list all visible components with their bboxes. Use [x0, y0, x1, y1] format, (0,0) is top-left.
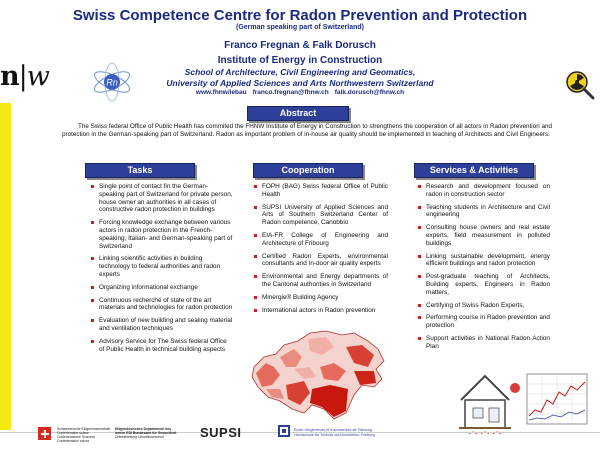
list-item: Forcing knowledge exchange between various actors in radon protection in the French-speaking, Italian- and German-speaking part of Switzerland [90, 219, 233, 250]
contact-line [0, 89, 600, 96]
cooperation-list [253, 183, 388, 319]
federal-line: Schweizerische Eidgenossenschaft [57, 427, 111, 431]
list-item: Continuous recherché of state of the art materials and technologies for radon protection [90, 297, 233, 313]
list-item: Research and development focused on radon in construction sector [417, 183, 550, 199]
list-item: Environmental and Energy departments of the Cantonal authorities in Switzerland [253, 273, 388, 289]
list-item: Single point of contact fin the German-speaking part of Switzerland for private person, house owner an authorities in all cases of constructive radon protection in buildings [90, 183, 233, 214]
school-line-2: University of Applied Sciences and Arts Northwestern Switzerland [166, 78, 434, 88]
list-item: Support activities in National Radon Action Plan [417, 335, 550, 351]
list-item: FOPH (BAG) Swiss federal Office of Public Health [253, 183, 388, 199]
swiss-flag-icon [38, 427, 51, 440]
dept-line: Innern EDI Bundesamt für Gesundheit [115, 431, 177, 435]
email-link-1[interactable]: franco.fregnan@fhnw.ch [252, 89, 329, 96]
poster-subtitle: (German speaking part of Switzerland) [236, 24, 364, 31]
list-item: Consulting house owners and real estate experts, field measurement in polluted buildings [417, 224, 550, 247]
tasks-heading: Tasks [85, 163, 195, 178]
fribourg-line: Ecole d'ingénieurs et d'architectes de Fribourg [294, 428, 372, 432]
tasks-list [90, 183, 233, 358]
list-item: Advisory Service for The Swiss federal Office of Public Health in technical building aspects [90, 338, 233, 354]
list-item: Certifying of Swiss Radon Experts, [417, 302, 550, 310]
cooperation-heading: Cooperation [253, 163, 363, 178]
institute-name: Institute of Energy in Construction [217, 55, 383, 66]
accent-band [0, 103, 11, 430]
fribourg-line: Hochschule für Technik und Architektur Freiburg [294, 432, 375, 437]
list-item: Evaluation of new building and sealing material and ventilation techniques [90, 317, 233, 333]
list-item: Linking sustainable development, energy efficient buildings and radon protection [417, 253, 550, 269]
email-link-2[interactable]: falk.dorusch@fhnw.ch [334, 89, 405, 96]
list-item: Minergie® Building Agency [253, 294, 388, 302]
school-line-1: School of Architecture, Civil Engineering and Geomatics, [184, 67, 416, 77]
rn-label: Rn [106, 77, 118, 88]
federal-line: Confederazione Svizzera [57, 435, 95, 439]
poster-title: Swiss Competence Centre for Radon Prevention and Protection [72, 7, 528, 24]
authors: Franco Fregnan & Falk Dorusch [224, 40, 376, 51]
department-text [115, 427, 187, 439]
list-item: International actors in Radon prevention [253, 307, 388, 315]
switzerland-radon-map [250, 327, 388, 424]
list-item: Performing course in Radon prevention and protection [417, 314, 550, 330]
list-item: Linking scientific activities in building technology to federal authorities and radon experts [90, 255, 233, 278]
list-item: Teaching students in Architecture and Civil engineering [417, 204, 550, 220]
fhnw-logo-n: n [0, 61, 19, 92]
services-heading: Services & Activities [414, 163, 534, 178]
fhnw-logo-w: w [26, 61, 49, 92]
services-list [417, 183, 550, 356]
list-item: SUPSI University of Applied Sciences and Arts of Southern Switzerland Center of Radon competence, Canobbio [253, 204, 388, 227]
house-radon-diagram [455, 360, 595, 435]
supsi-logo: SUPSI [200, 425, 242, 440]
dept-line: Eidgenössisches Departement des [115, 427, 172, 431]
federal-line: Confederaziun svizra [57, 439, 89, 443]
list-item: Organizing informational exchange [90, 284, 233, 292]
list-item: Post-graduate teaching of Architects, Building experts, Engineers in Radon matters, [417, 273, 550, 296]
website-link[interactable]: www.fhnw/iebau [195, 89, 247, 96]
fribourg-logo-icon [278, 425, 290, 437]
fhnw-logo: n|w [0, 61, 49, 92]
abstract-text: The Swiss federal Office of Public Health has commited the FHNW Institute of Energy in Construction to strengthens the cooperation of all actors in Radon prevention and protection in the German-speaking part of Switzerland. Radon as important problem of in-house air quality should be implemented in teaching of Architects and Civil Engineers. [62, 123, 552, 139]
fribourg-school-text [294, 428, 434, 437]
list-item: Certified Radon Experts, environmental consultants and In-door air quality experts [253, 253, 388, 269]
abstract-heading: Abstract [247, 106, 349, 121]
dept-line: Unterabteilung Umweltsicherheit [115, 435, 164, 439]
federal-line: Confédération suisse [57, 431, 89, 435]
list-item: EIA-FR College of Engineering and Architecture of Fribourg [253, 232, 388, 248]
federal-administration-text [57, 427, 112, 443]
